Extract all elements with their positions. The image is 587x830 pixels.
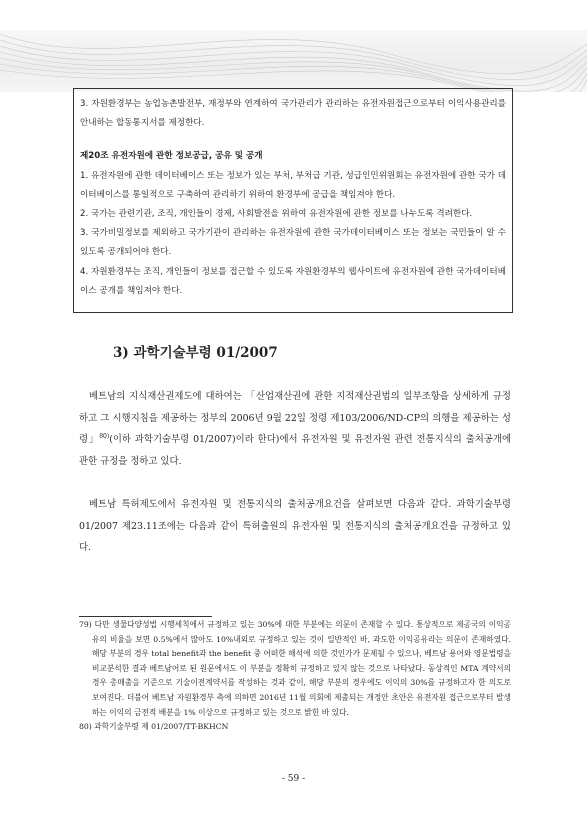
footnote: 79) 다만 생물다양성법 시행세칙에서 규정하고 있는 30%에 대한 부분에는 의문이 존재할 수 있다. 통상적으로 제공국의 이익공유의 비율을 보면 0.5%에서 많아도 10%내외로 규정하고 있는 것이 일반적인 바, 과도한 이익공유라는 의문이 존재하였다. 해당 부분의 경우 total benefit과 the benefit 중 어떠한 해석에 의한 것인가가 문제될 수 있으나, 베트남 용어와 영문법령을 비교분석한 결과 베트남어로 된 원문에서도 이 부분을 정확히 규정하고 있지 않는 것으로 나타났다. 동상적인 MTA 계약서의 경우 총매출을 기준으로 기술이전계약서를 작성하는 것과 같이, 해당 부분의 경우에도 이익의 30%를 규정하고자 한 의도로 보여진다. 더불어 베트남 자원환경부 측에 의하면 2016년 11월 의회에 제출되는 개정안 초안은 유전자원 접근으로부터 발생하는 이익의 금전적 배분을 1% 이상으로 규정하고 있는 것으로 밝힌 바 있다. [79, 620, 511, 717]
law-excerpt-box [73, 88, 513, 313]
article-title: 제20조 유전자원에 관한 정보공급, 공유 및 공개 [80, 151, 263, 162]
article-item: 2. 국가는 관련기관, 조직, 개인들이 경제, 사회발전을 위하여 유전자원에 관한 정보를 나누도록 격려한다. [80, 209, 473, 220]
footnotes [79, 618, 511, 735]
footnote-divider [79, 616, 212, 617]
body-text: (이하 과학기술부령 01/2007)이라 한다)에서 유전자원 및 유전자원 관련 전통지식의 출처공개에 관한 규정을 정하고 있다. [79, 434, 511, 467]
body-paragraph: 베트남 특허제도에서 유전자원 및 전통지식의 출처공개요건을 살펴보면 다음과 같다. 과학기술부령 01/2007 제23.11조에는 다음과 같이 특허출원의 유전자원 및 전통지식의 출처공개요건을 규정하고 있다. [79, 499, 511, 553]
body-paragraph [79, 386, 511, 472]
section-heading: 3) 과학기술부령 01/2007 [113, 345, 278, 361]
box-paragraph: 3. 자원환경부는 농업농촌발전부, 재정부와 연계하여 국가관리가 관리하는 유전자원접근으로부터 이익사용관리를 안내하는 합동통지서를 제정한다. [80, 99, 506, 129]
wave-decoration-icon [0, 30, 587, 92]
footnote-ref: 80) [99, 432, 110, 440]
page-number: - 59 - [281, 774, 306, 784]
spacer [80, 133, 506, 147]
article-item: 1. 유전자원에 관한 데이터베이스 또는 정보가 있는 부처, 부처급 기관, 성급인민위원회는 유전자원에 관한 국가 데이터베이스를 통일적으로 구축하여 관리하기 위하여 환경부에 공급을 책임져야 한다. [80, 170, 506, 200]
footnote: 80) 과학기술부령 제 01/2007/TT-BKHCN [79, 722, 229, 732]
body-text: 베트남의 지식재산권제도에 대하여는 「산업재산권에 관한 지적재산권법의 일부조항을 상세하게 규정하고 그 시행지침을 제공하는 정부의 2006년 9월 22일 정령 제103/2006/ND-CP의 의행을 제공하는 성령」 [79, 391, 511, 445]
header-decoration [0, 30, 587, 92]
article-item: 3. 국가비밀정보를 제외하고 국가기관이 관리하는 유전자원에 관한 국가데이터베이스 또는 정보는 국민들이 알 수 있도록 공개되어야 한다. [80, 228, 506, 258]
article-item: 4. 자원환경부는 조직, 개인들이 정보를 접근할 수 있도록 자원환경부의 웹사이트에 유전자원에 관한 국가데이터베이스 공개를 책임져야 한다. [80, 266, 506, 296]
